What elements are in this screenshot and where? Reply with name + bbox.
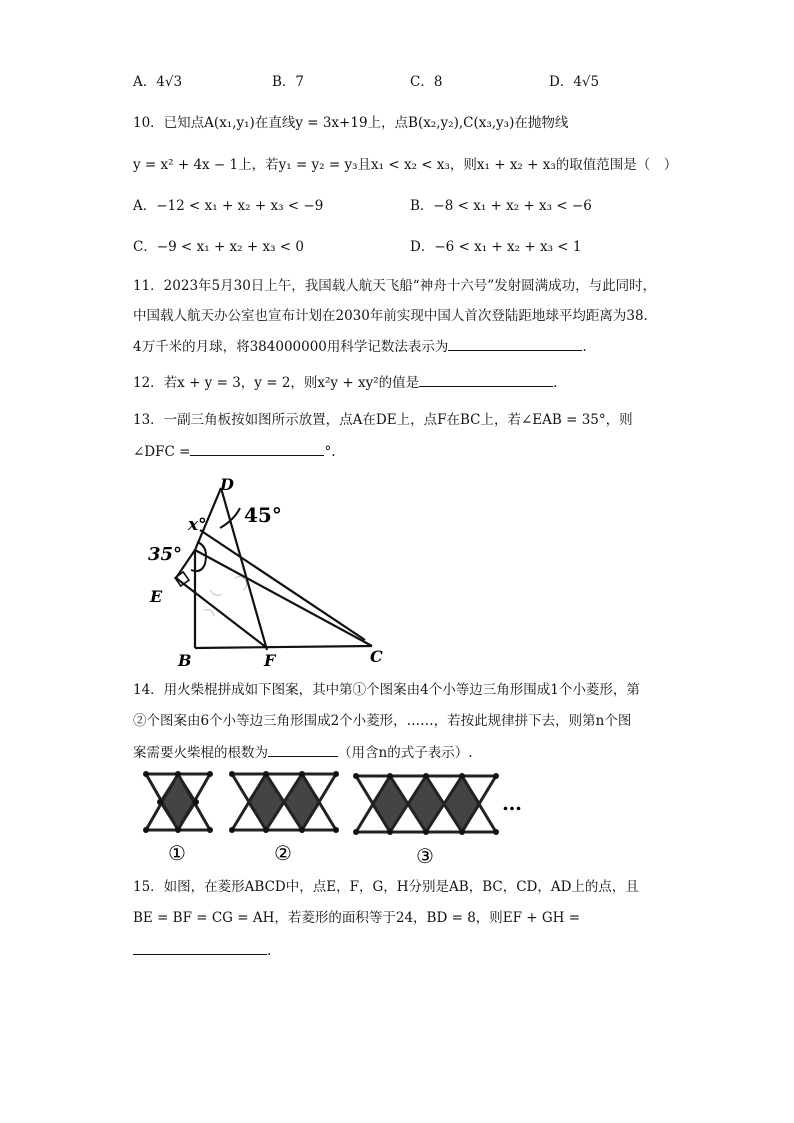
q14-line3 — [133, 742, 473, 763]
q13-line2 — [133, 441, 335, 462]
label-45: 45° — [244, 503, 282, 527]
q11-line3-text: 4万千米的月球，将384000000用科学记数法表示为 — [133, 339, 449, 355]
q15-tail: . — [267, 943, 272, 959]
line-e-to-f — [176, 578, 267, 648]
pattern-3 — [353, 773, 499, 835]
label-e: E — [150, 587, 163, 606]
q15-line3 — [133, 940, 271, 961]
q15-line1: 15．如图，在菱形ABCD中，点E，F，G，H分别是AB，BC，CD，AD上的点，且 — [133, 879, 639, 895]
q15-answer-blank[interactable] — [133, 940, 267, 955]
q10-option-d: D．−6 < x₁ + x₂ + x₃ < 1 — [410, 239, 582, 255]
q9-option-b: B．7 — [272, 74, 305, 90]
pattern-label-2: ② — [274, 841, 292, 865]
angle-arc-35 — [191, 542, 206, 571]
q14-line1: 14．用火柴棍拼成如下图案，其中第①个图案由4个小等边三角形围成1个小菱形，第 — [133, 682, 640, 698]
q14-line2: ②个图案由6个小等边三角形围成2个小菱形，……，若按此规律拼下去，则第n个图 — [133, 713, 632, 729]
pattern-ellipsis: … — [502, 791, 522, 815]
q9-option-c: C．8 — [410, 74, 443, 90]
label-f: F — [264, 651, 276, 670]
label-35: 35° — [148, 544, 183, 565]
q13-answer-blank[interactable] — [190, 441, 324, 456]
q10-option-a: A．−12 < x₁ + x₂ + x₃ < −9 — [133, 198, 324, 214]
q11-line1: 11．2023年5月30日上午，我国载人航天飞船“神舟十六号”发射圆满成功，与此同时， — [133, 278, 657, 294]
q10-option-b: B．−8 < x₁ + x₂ + x₃ < −6 — [410, 198, 592, 214]
q13-line1: 13．一副三角板按如图所示放置，点A在DE上，点F在BC上，若∠EAB = 35°，则 — [133, 412, 633, 428]
q12-answer-blank[interactable] — [419, 372, 553, 387]
q11-tail: . — [582, 339, 587, 355]
q10-stem-line2: y = x² + 4x − 1上，若y₁ = y₂ = y₃且x₁ < x₂ < x₃，则x₁ + x₂ + x₃的取值范围是（ ） — [133, 157, 678, 173]
q13-figure — [140, 470, 400, 670]
q12-line — [133, 372, 557, 393]
q9-option-a: A．4√3 — [133, 74, 183, 90]
q14-answer-blank[interactable] — [268, 742, 338, 757]
label-c: C — [370, 647, 383, 666]
label-d: D — [220, 475, 234, 494]
pattern-1 — [143, 771, 213, 833]
q12-text: 12．若x + y = 3，y = 2，则x²y + xy²的值是 — [133, 375, 420, 391]
q15-line2: BE = BF = CG = AH，若菱形的面积等于24，BD = 8，则EF + GH = — [133, 910, 581, 926]
q14-figure — [140, 768, 540, 868]
q12-tail: . — [553, 375, 558, 391]
q10-option-c: C．−9 < x₁ + x₂ + x₃ < 0 — [133, 239, 304, 255]
line-parallel — [200, 530, 365, 640]
q11-line2: 中国载人航天办公室也宣布计划在2030年前实现中国人首次登陆距地球平均距离为38. — [133, 308, 648, 324]
q11-line3 — [133, 336, 587, 357]
label-x: x° — [188, 515, 207, 535]
line-b-to-c — [195, 646, 372, 648]
q14-line3-text: 案需要火柴棍的根数为 — [133, 745, 268, 761]
q14-line3-tail: （用含n的式子表示）. — [338, 745, 473, 761]
q13-line2-text: ∠DFC = — [133, 444, 191, 460]
pattern-label-3: ③ — [416, 844, 434, 868]
q10-stem-line1: 10．已知点A(x₁,y₁)在直线y = 3x+19上，点B(x₂,y₂),C(x₃,y₃)在抛物线 — [133, 115, 569, 131]
q11-answer-blank[interactable] — [448, 336, 582, 351]
q13-tail: °. — [324, 444, 336, 460]
label-b: B — [178, 651, 192, 670]
pattern-2 — [229, 771, 339, 833]
pattern-label-1: ① — [168, 841, 186, 865]
q9-option-d: D．4√5 — [549, 74, 600, 90]
line-to-c — [195, 550, 372, 646]
